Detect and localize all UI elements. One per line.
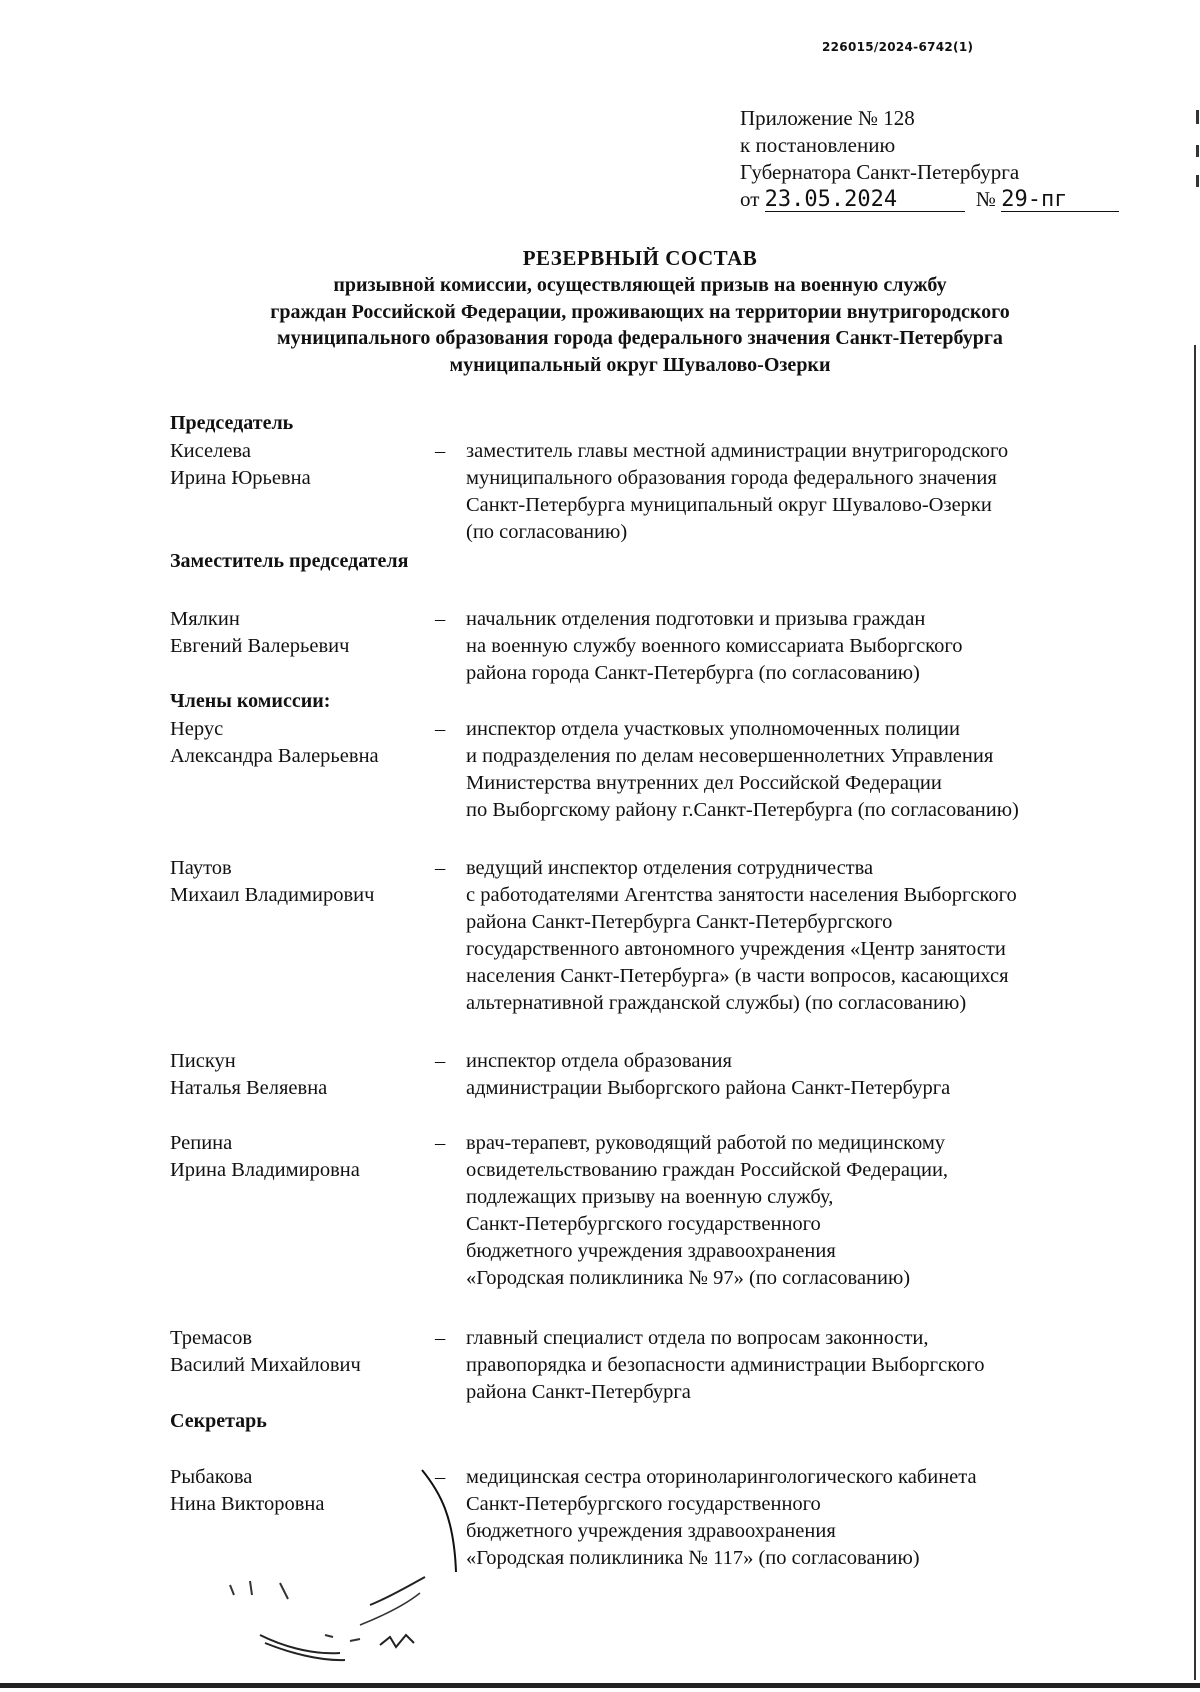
date-field	[765, 188, 965, 212]
bracket-mark	[410, 1462, 470, 1582]
member-position	[466, 1048, 1200, 1102]
member-name	[170, 855, 430, 909]
given-names: Ирина Владимировна	[170, 1159, 360, 1181]
given-names: Наталья Веляевна	[170, 1077, 328, 1099]
position-line: «Городская поликлиника № 117» (по согласованию)	[466, 1547, 920, 1569]
position-line: ведущий инспектор отделения сотрудничества	[466, 857, 874, 879]
position-line: Министерства внутренних дел Российской Федерации	[466, 772, 942, 794]
appendix-line-3: Губернатора Санкт-Петербурга	[740, 160, 1020, 184]
dash: –	[435, 718, 446, 740]
position-line: государственного автономного учреждения «Центр занятости	[466, 938, 1006, 960]
position-line: инспектор отдела образования	[466, 1050, 732, 1072]
edge-mark	[1196, 175, 1199, 187]
position-line: района города Санкт-Петербурга (по согласованию)	[466, 662, 920, 684]
given-names: Евгений Валерьевич	[170, 635, 350, 657]
member-name	[170, 1325, 430, 1379]
position-line: на военную службу военного комиссариата Выборгского	[466, 635, 963, 657]
member-position	[466, 606, 1200, 687]
appendix-block	[740, 105, 1120, 213]
surname: Киселева	[170, 440, 251, 462]
member-name	[170, 606, 430, 660]
dash: –	[435, 608, 446, 630]
position-line: инспектор отдела участковых уполномоченных полиции	[466, 718, 960, 740]
dash: –	[435, 440, 446, 462]
stamp-scribble	[220, 1575, 480, 1675]
member-position	[466, 716, 1200, 824]
dash: –	[435, 857, 446, 879]
section-deputy: Заместитель председателя	[170, 550, 409, 572]
member-name	[170, 1130, 430, 1184]
position-line: подлежащих призыву на военную службу,	[466, 1186, 834, 1208]
subtitle-line: граждан Российской Федерации, проживающих на территории внутригородского	[270, 300, 1010, 323]
document-title: РЕЗЕРВНЫЙ СОСТАВ	[522, 246, 758, 270]
position-line: правопорядка и безопасности администрации Выборгского	[466, 1354, 985, 1376]
member-position	[466, 1130, 1200, 1292]
dash: –	[435, 1132, 446, 1154]
position-line: муниципального образования города федерального значения	[466, 467, 997, 489]
member-name	[170, 438, 430, 492]
number-prefix: №	[975, 187, 996, 211]
position-line: и подразделения по делам несовершеннолетних Управления	[466, 745, 994, 767]
surname: Пискун	[170, 1050, 236, 1072]
dash: –	[435, 1466, 446, 1488]
position-line: Санкт-Петербурга муниципальный округ Шувалово-Озерки	[466, 494, 992, 516]
date-value: 23.05.2024	[764, 187, 898, 212]
edge-mark	[1196, 145, 1199, 157]
position-line: медицинская сестра оториноларингологического кабинета	[466, 1466, 977, 1488]
position-line: бюджетного учреждения здравоохранения	[466, 1240, 836, 1262]
surname: Репина	[170, 1132, 233, 1154]
surname: Нерус	[170, 718, 224, 740]
position-line: бюджетного учреждения здравоохранения	[466, 1520, 836, 1542]
edge-line	[1194, 345, 1196, 1680]
section-members: Члены комиссии:	[170, 690, 331, 712]
given-names: Ирина Юрьевна	[170, 467, 311, 489]
surname: Тремасов	[170, 1327, 253, 1349]
surname: Мялкин	[170, 608, 240, 630]
subtitle-line: муниципального образования города федерального значения Санкт-Петербурга	[277, 327, 1003, 349]
dash: –	[435, 1327, 446, 1349]
given-names: Александра Валерьевна	[170, 745, 379, 767]
appendix-line-1: Приложение № 128	[740, 106, 915, 130]
member-position	[466, 1325, 1200, 1406]
document-number: 226015/2024-6742(1)	[822, 40, 974, 54]
position-line: с работодателями Агентства занятости населения Выборгского	[466, 884, 1017, 906]
position-line: «Городская поликлиника № 97» (по согласованию)	[466, 1267, 911, 1289]
position-line: района Санкт-Петербурга Санкт-Петербургского	[466, 911, 893, 933]
position-line: Санкт-Петербургского государственного	[466, 1493, 821, 1515]
subtitle-line: муниципальный округ Шувалово-Озерки	[449, 353, 831, 376]
bottom-scan-edge	[0, 1683, 1200, 1688]
subtitle-line: призывной комиссии, осуществляющей призыв на военную службу	[333, 274, 947, 296]
section-chair: Председатель	[170, 412, 294, 434]
member-name	[170, 1048, 430, 1102]
position-line: по Выборгскому району г.Санкт-Петербурга (по согласованию)	[466, 799, 1019, 821]
member-position	[466, 855, 1200, 1017]
position-line: начальник отделения подготовки и призыва граждан	[466, 608, 926, 630]
surname: Рыбакова	[170, 1466, 253, 1488]
given-names: Василий Михайлович	[170, 1354, 361, 1376]
position-line: населения Санкт-Петербурга» (в части вопросов, касающихся	[466, 965, 1009, 987]
surname: Паутов	[170, 857, 232, 879]
document-subtitle	[140, 272, 1140, 378]
number-field	[1001, 188, 1119, 212]
position-line: освидетельствованию граждан Российской Федерации,	[466, 1159, 949, 1181]
member-position	[466, 438, 1200, 546]
given-names: Михаил Владимирович	[170, 884, 375, 906]
edge-mark	[1196, 110, 1199, 124]
position-line: главный специалист отдела по вопросам законности,	[466, 1327, 929, 1349]
position-line: администрации Выборгского района Санкт-Петербурга	[466, 1077, 951, 1099]
position-line: района Санкт-Петербурга	[466, 1381, 691, 1403]
number-value: 29-пг	[1001, 187, 1068, 212]
position-line: (по согласованию)	[466, 521, 628, 543]
position-line: врач-терапевт, руководящий работой по медицинскому	[466, 1132, 946, 1154]
given-names: Нина Викторовна	[170, 1493, 325, 1515]
section-secretary: Секретарь	[170, 1410, 267, 1432]
date-prefix: от	[740, 187, 760, 211]
position-line: Санкт-Петербургского государственного	[466, 1213, 821, 1235]
member-position	[466, 1464, 1200, 1572]
member-name	[170, 1464, 430, 1518]
appendix-line-2: к постановлению	[740, 133, 896, 157]
dash: –	[435, 1050, 446, 1072]
member-name	[170, 716, 430, 770]
appendix-date-line	[740, 186, 1120, 213]
position-line: альтернативной гражданской службы) (по согласованию)	[466, 992, 967, 1014]
position-line: заместитель главы местной администрации внутригородского	[466, 440, 1009, 462]
